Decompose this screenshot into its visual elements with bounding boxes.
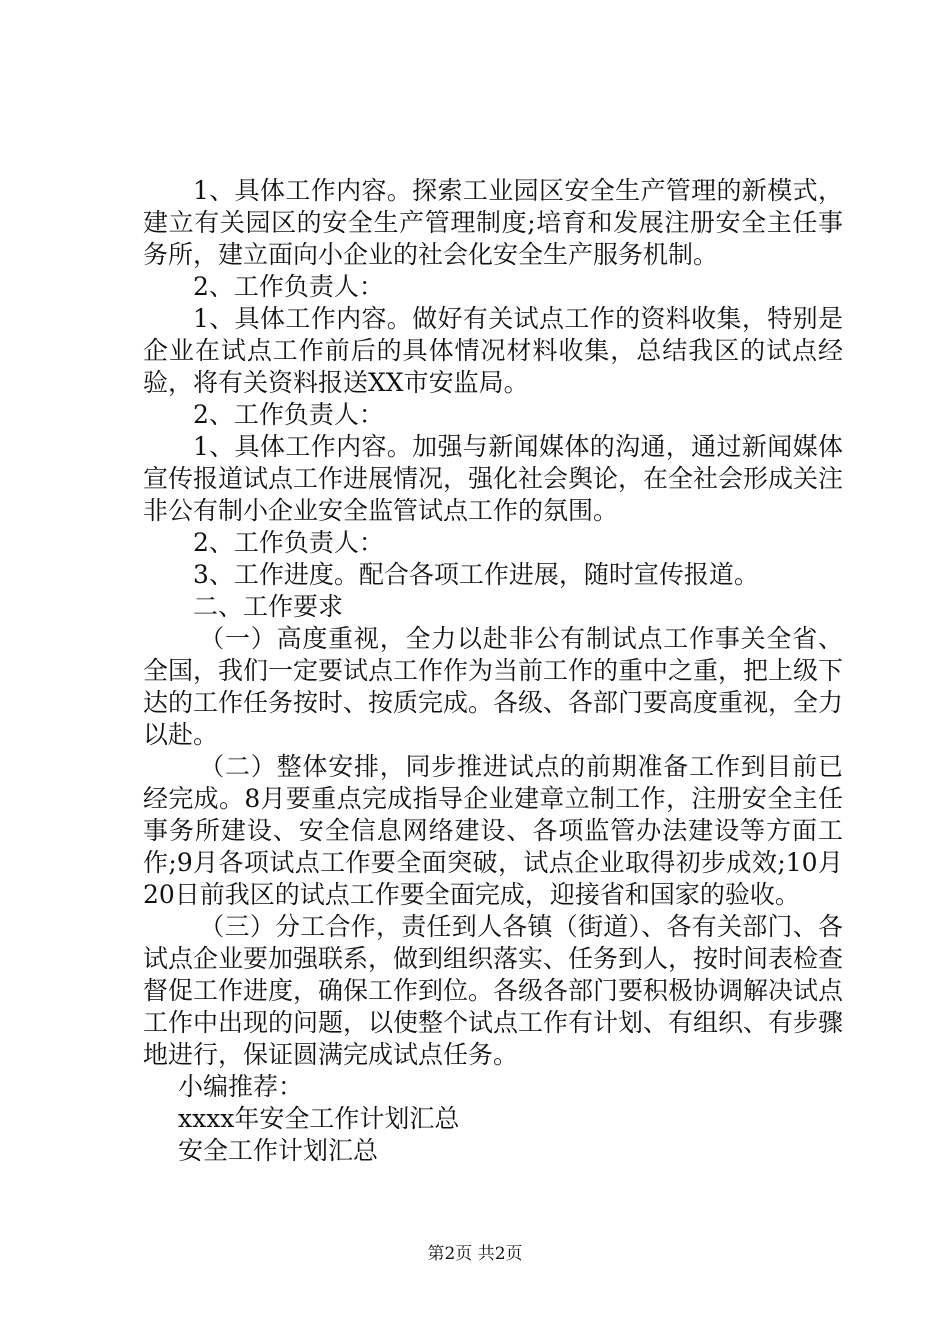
- paragraph: 1、具体工作内容。加强与新闻媒体的沟通，通过新闻媒体宣传报道试点工作进展情况，强化社会舆论，在全社会形成关注非公有制小企业安全监管试点工作的氛围。: [143, 432, 844, 525]
- paragraph: （二）整体安排，同步推进试点的前期准备工作到目前已经完成。8月要重点完成指导企业建章立制工作，注册安全主任事务所建设、安全信息网络建设、各项监管办法建设等方面工作;9月各项试点工作要全面突破，试点企业取得初步成效;10月20日前我区的试点工作要全面完成，迎接省和国家的验收。: [143, 752, 843, 909]
- paragraph: （一）高度重视，全力以赴非公有制试点工作事关全省、全国，我们一定要试点工作作为当前工作的重中之重，把上级下达的工作任务按时、按质完成。各级、各部门要高度重视，全力以赴。: [143, 624, 844, 749]
- recommend-heading: 小编推荐：: [178, 1072, 304, 1101]
- paragraph: 2、工作负责人：: [193, 272, 384, 301]
- page-number: 第2页 共2页: [427, 1244, 523, 1264]
- paragraph: 2、工作负责人：: [193, 528, 384, 557]
- paragraph: 1、具体工作内容。做好有关试点工作的资料收集，特别是企业在试点工作前后的具体情况材料收集，总结我区的试点经验，将有关资料报送XX市安监局。: [143, 304, 843, 397]
- paragraph: 3、工作进度。配合各项工作进展，随时宣传报道。: [193, 560, 759, 589]
- document-body: [143, 175, 843, 1167]
- paragraph: 1、具体工作内容。探索工业园区安全生产管理的新模式，建立有关园区的安全生产管理制度;培育和发展注册安全主任事务所，建立面向小企业的社会化安全生产服务机制。: [143, 176, 843, 269]
- paragraph: 2、工作负责人：: [193, 400, 384, 429]
- paragraph: （三）分工合作，责任到人各镇（街道）、各有关部门、各试点企业要加强联系，做到组织落实、任务到人，按时间表检查督促工作进度，确保工作到位。各级各部门要积极协调解决试点工作中出现的问题，以使整个试点工作有计划、有组织、有步骤地进行，保证圆满完成试点任务。: [143, 912, 844, 1069]
- section-heading: 二、工作要求: [193, 592, 344, 621]
- recommend-link[interactable]: 安全工作计划汇总: [178, 1136, 379, 1165]
- recommend-link[interactable]: xxxx年安全工作计划汇总: [178, 1104, 460, 1133]
